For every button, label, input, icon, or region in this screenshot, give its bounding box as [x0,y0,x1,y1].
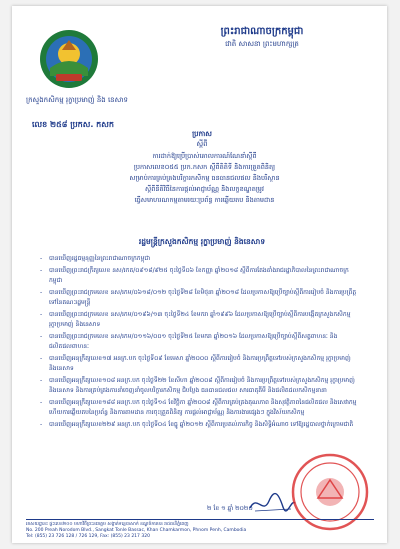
national-motto: ជាតិ សាសនា ព្រះមហាក្សត្រ [225,40,299,48]
citation-item: - បានឃើញព្រះរាជក្រមលេខ នស/រកម/០១១៦/០០១ ចុះថ្ងៃទី២៥ ខែមករា ឆ្នាំ២០១៦ ដែលប្រកាសឱ្យប្រើច្បាប់ស្ដីពីសត្វពាហនៈ និងផលិតផលពាហនៈ [40,332,360,352]
footer-contact: Tel: (855) 23 726 128 / 726 129, Fax: (855) 23 217 320 [26,534,150,539]
kingdom-heading: ព្រះរាជាណាចក្រកម្ពុជា [220,26,304,37]
citation-item: - បានឃើញព្រះរាជក្រមលេខ នស/រកម/០១៩៦/១៣ ចុះថ្ងៃទី២៤ ខែមករា ឆ្នាំ១៩៩៦ ដែលប្រកាសឱ្យប្រើច្បាប់ស្ដីពីការបង្កើតក្រសួងកសិកម្ម រុក្ខាប្រមាញ់ និងនេសាទ [40,310,360,330]
footer-divider [26,519,374,520]
document-page [12,6,387,543]
footer-address-en: No. 200 Preah Norodom Blvd., Sangkat Tonle Bassac, Khan Chamkarmon, Phnom Penh, Cambodia [26,528,247,533]
footer-address: អាសយដ្ឋាន៖ ផ្ទះលេខ២០០ មហាវិថីព្រះនរោត្តម សង្កាត់ទន្លេបាសាក់ ខណ្ឌចំការមន រាជធានីភ្នំពេញ [26,522,189,527]
citation-item: - បានឃើញព្រះរាជក្រឹត្យលេខ នស/រកត/០៩១៨/៩២៥ ចុះថ្ងៃទី០៦ ខែកញ្ញា ឆ្នាំ២០១៨ ស្ដីពីការតែងតាំងរាជរដ្ឋាភិបាលនៃព្រះរាជាណាចក្រកម្ពុជា [40,266,360,286]
document-subtitle: ស្ដីពី [196,140,208,148]
reference-number: លេខ ២៥៨ ប្រកស. កសក [32,120,114,129]
ministry-emblem-icon [38,28,100,90]
footer [26,522,374,540]
citation-item: - បានឃើញព្រះរាជក្រមលេខ នស/រកម/០៦១៨/០១២ ចុះថ្ងៃទី២៨ ខែមិថុនា ឆ្នាំ២០១៨ ដែលប្រកាសឱ្យប្រើច្បាប់ស្ដីពីការរៀបចំ និងការប្រព្រឹត្តទៅនៃគណៈរដ្ឋមន្ត្រី [40,288,360,308]
subject-block [67,151,342,206]
citations-list [40,254,360,432]
subject-line: ការដាក់ឱ្យប្រើប្រាស់គោលការណ៍ណែនាំស្ដីពី [152,152,257,160]
ministry-name: ក្រសួងកសិកម្ម រុក្ខាប្រមាញ់ និង នេសាទ [26,96,128,104]
subject-line: ស្ដីពីនីតិវិធីនៃការផ្ដល់អាជ្ញាប័ណ្ណ និងលក្ខខណ្ឌតម្រូវ [145,185,264,193]
citation-item: - បានឃើញអនុក្រឹត្យលេខ១៨៨ អនក្រ.បក ចុះថ្ងៃទី១៤ ខែវិច្ឆិកា ឆ្នាំ២០០៨ ស្ដីពីការគ្រប់គ្រងគុណភាព និងសុវត្ថិភាពនៃផលិតផល និងសេវាកម្ម ហើយការឆ្លើយតបនៃប្រព័ន្ធ និងការតាមដាន ការចុះត្រួតពិនិត្យ ការផ្ដល់អាជ្ញាប័ណ្ណ និងការងារផ្សេងៗ ក្នុងវិស័យកសិកម្ម [40,398,360,418]
document-type: ប្រកាស [192,130,212,138]
subject-line: ប្រកាសលេខ០៥៥ ប្រក.កសក ស្ដីពីតិតិទី និងការត្រួតពិនិត្យ [133,163,276,171]
minister-line: រដ្ឋមន្ត្រីក្រសួងកសិកម្ម រុក្ខាប្រមាញ់ និងនេសាទ [138,237,266,246]
citation-item: - បានឃើញអនុក្រឹត្យលេខ២២៩ អនក្រ.បក ចុះថ្ងៃទី០៤ ខែធ្នូ ឆ្នាំ២០១២ ស្ដីពីការប្រគល់ភារកិច្ច និងសិទ្ធិអំណាច ទៅឱ្យរដ្ឋបាលថ្នាក់ក្រោមជាតិ [40,420,360,430]
citation-item: - បានឃើញអនុក្រឹត្យលេខ១០៨ អនក្រ.បក ចុះថ្ងៃទី២២ ខែសីហា ឆ្នាំ២០០៨ ស្ដីពីការរៀបចំ និងការប្រព្រឹត្តទៅរបស់ក្រសួងកសិកម្ម រុក្ខាប្រមាញ់ និងនេសាទ និងការគ្រប់គ្រងការនាំចេញនាំចូលបរិក្ខារកសិកម្ម ជិបប្លែង ធនធានជលផល សារធាតុគីមី និងផលិតផលកសិកម្មនានា [40,376,360,396]
subject-line: ធ្វើសមាហរណកម្មតាមរយៈប្រព័ន្ធ ការឆ្លើយតប និងតាមដាន [134,196,275,204]
official-seal-icon [290,452,370,532]
citation-item: - បានឃើញរដ្ឋធម្មនុញ្ញនៃព្រះរាជាណាចក្រកម្ពុជា [40,254,360,264]
subject-line: សម្រាប់ការគ្រប់គ្រងបរិក្ខារកសិកម្ម ធនធានជលផល និងបរិស្ថាន [129,174,280,182]
date-line: ២ ខែ ១ ឆ្នាំ ២០២០ [207,505,253,512]
citation-item: - បានឃើញអនុក្រឹត្យលេខ១៧ អនក្រ.បក ចុះថ្ងៃទី០៩ ខែមេសា ឆ្នាំ២០០០ ស្ដីពីការរៀបចំ និងការប្រព្រឹត្តទៅរបស់ក្រសួងកសិកម្ម រុក្ខាប្រមាញ់ និងនេសាទ [40,354,360,374]
